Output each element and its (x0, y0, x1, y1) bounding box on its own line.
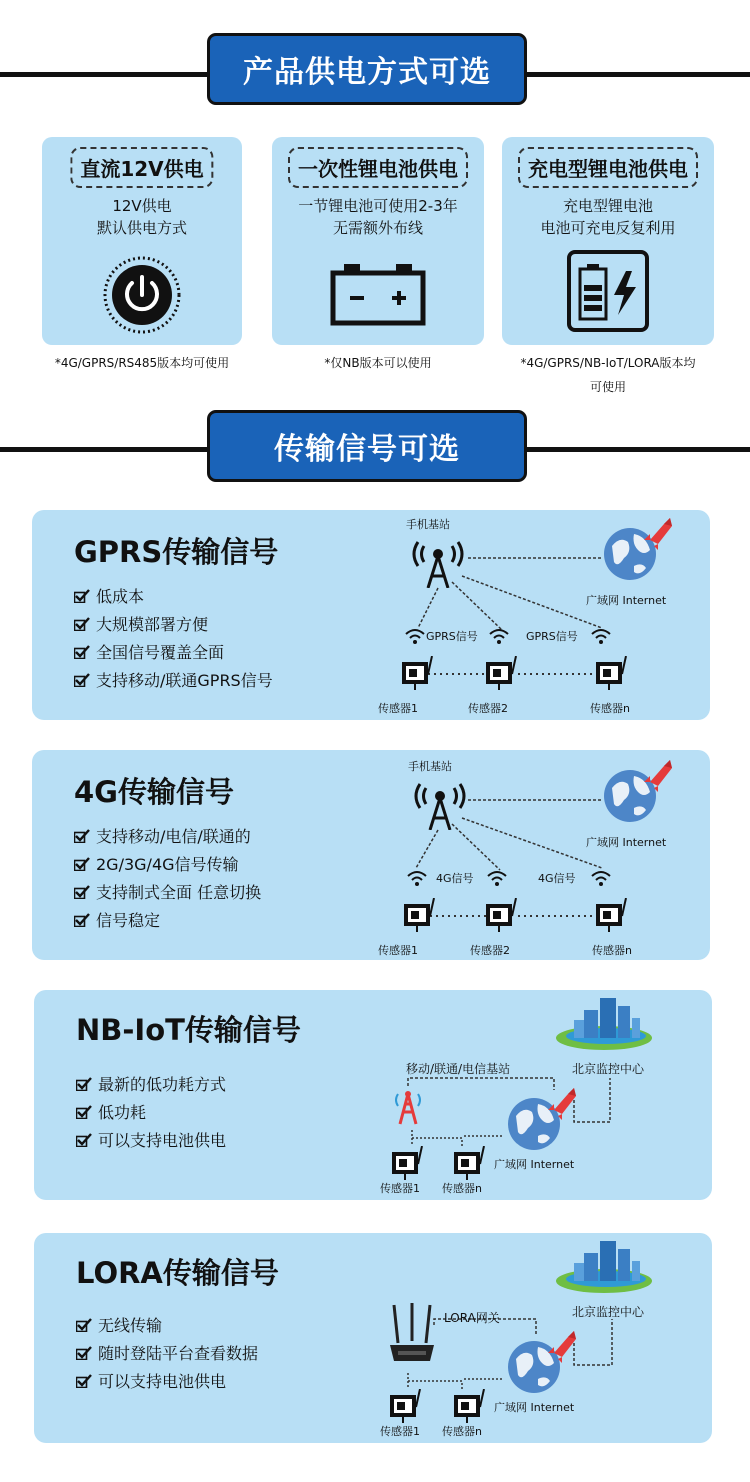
center-label: 北京监控中心 (572, 1305, 645, 1319)
signal-section-banner (207, 410, 527, 482)
power-card-title: 一次性锂电池供电 (288, 147, 468, 188)
sensor-icon (400, 656, 434, 690)
feature-text: 低成本 (96, 587, 145, 606)
signal-section-title: 传输信号可选 (274, 432, 460, 467)
sensor-label: 传感器n (442, 1425, 482, 1438)
sensor-label: 传感器2 (468, 702, 508, 715)
power-note: *4G/GPRS/RS485版本均可使用 (54, 356, 230, 370)
sensor-label: 传感器n (592, 944, 632, 957)
power-card-rechargeable-lithium (502, 137, 714, 345)
internet-label: 广域网 Internet (586, 836, 667, 849)
wifi-icon (590, 870, 612, 886)
wifi-icon (486, 870, 508, 886)
feature-text: 信号稳定 (96, 911, 161, 930)
sensor-icon (452, 1389, 486, 1423)
sensor-icon (594, 656, 628, 690)
feature-text: 可以支持电池供电 (98, 1372, 227, 1391)
feature-text: 大规模部署方便 (96, 615, 209, 634)
lora-card (34, 1233, 712, 1443)
sensor-icon (388, 1389, 422, 1423)
monitoring-center-icon (554, 996, 654, 1052)
wifi-icon (404, 628, 426, 644)
tower-label: 手机基站 (406, 518, 450, 531)
gprs-title: GPRS传输信号 (74, 535, 279, 569)
feature-text: 最新的低功耗方式 (98, 1075, 227, 1094)
nbiot-title: NB-IoT传输信号 (76, 1013, 301, 1047)
lora-gateway-icon (388, 1303, 436, 1367)
battery-icon (330, 262, 426, 326)
sensor-label: 传感器1 (380, 1425, 420, 1438)
sensor-label: 传感器n (442, 1182, 482, 1195)
feature-text: 低功耗 (98, 1103, 147, 1122)
sensor-icon (452, 1146, 486, 1180)
feature-text: 无线传输 (98, 1316, 163, 1335)
sensor-label: 传感器n (590, 702, 630, 715)
power-section-banner (207, 33, 527, 105)
power-card-line: 电池可充电反复利用 (540, 219, 676, 237)
power-card-dc (42, 137, 242, 345)
divider-line (522, 447, 750, 452)
sensor-icon (484, 898, 518, 932)
sensor-label: 传感器1 (380, 1182, 420, 1195)
sensor-icon (402, 898, 436, 932)
sensor-label: 传感器1 (378, 944, 418, 957)
wifi-icon (488, 628, 510, 644)
internet-label: 广域网 Internet (586, 594, 667, 607)
power-note: *4G/GPRS/NB-IoT/LORA版本均 (520, 356, 696, 370)
globe-rocket-icon (598, 516, 678, 582)
internet-label: 广域网 Internet (494, 1158, 575, 1171)
divider-line (0, 447, 230, 452)
station-label: 移动/联通/电信基站 (406, 1062, 511, 1076)
power-button-icon (102, 255, 182, 335)
globe-rocket-icon (598, 758, 678, 824)
wifi-icon (406, 870, 428, 886)
sensor-label: 传感器1 (378, 702, 418, 715)
power-note: *仅NB版本可以使用 (324, 356, 432, 370)
monitoring-center-icon (554, 1239, 654, 1295)
feature-text: 支持移动/电信/联通的 (96, 827, 251, 846)
signal-label: GPRS信号 (426, 630, 478, 643)
4g-card (32, 750, 710, 960)
power-card-line: 一节锂电池可使用2-3年 (298, 197, 458, 215)
feature-text: 可以支持电池供电 (98, 1131, 227, 1150)
red-tower-icon (394, 1086, 422, 1130)
wifi-icon (590, 628, 612, 644)
feature-text: 随时登陆平台查看数据 (98, 1344, 259, 1363)
power-card-title: 充电型锂电池供电 (518, 147, 698, 188)
globe-rocket-icon (502, 1086, 582, 1152)
sensor-icon (594, 898, 628, 932)
cell-tower-icon (412, 778, 468, 830)
globe-rocket-icon (502, 1329, 582, 1395)
power-note: 可使用 (589, 380, 626, 394)
power-card-line: 充电型锂电池 (562, 197, 653, 215)
power-card-line: 默认供电方式 (96, 219, 187, 237)
nbiot-card (34, 990, 712, 1200)
internet-label: 广域网 Internet (494, 1401, 575, 1414)
power-card-primary-lithium (272, 137, 484, 345)
power-card-line: 无需额外布线 (332, 219, 423, 237)
power-card-title: 直流12V供电 (70, 147, 213, 188)
divider-line (522, 72, 750, 77)
divider-line (0, 72, 230, 77)
lora-title: LORA传输信号 (76, 1256, 279, 1290)
cell-tower-icon (410, 536, 466, 588)
charging-battery-icon (566, 249, 650, 333)
gprs-card (32, 510, 710, 720)
sensor-icon (484, 656, 518, 690)
sensor-icon (390, 1146, 424, 1180)
power-card-line: 12V供电 (112, 197, 172, 215)
signal-label: GPRS信号 (526, 630, 578, 643)
power-section-title: 产品供电方式可选 (243, 55, 491, 90)
gateway-label: LORA网关 (444, 1311, 500, 1325)
4g-title: 4G传输信号 (74, 775, 234, 809)
feature-text: 支持制式全面 任意切换 (96, 883, 262, 902)
feature-text: 支持移动/联通GPRS信号 (96, 671, 273, 690)
signal-label: 4G信号 (538, 872, 576, 885)
sensor-label: 传感器2 (470, 944, 510, 957)
center-label: 北京监控中心 (572, 1062, 645, 1076)
signal-label: 4G信号 (436, 872, 474, 885)
tower-label: 手机基站 (408, 760, 452, 773)
feature-text: 全国信号覆盖全面 (96, 643, 225, 662)
feature-text: 2G/3G/4G信号传输 (96, 855, 239, 874)
